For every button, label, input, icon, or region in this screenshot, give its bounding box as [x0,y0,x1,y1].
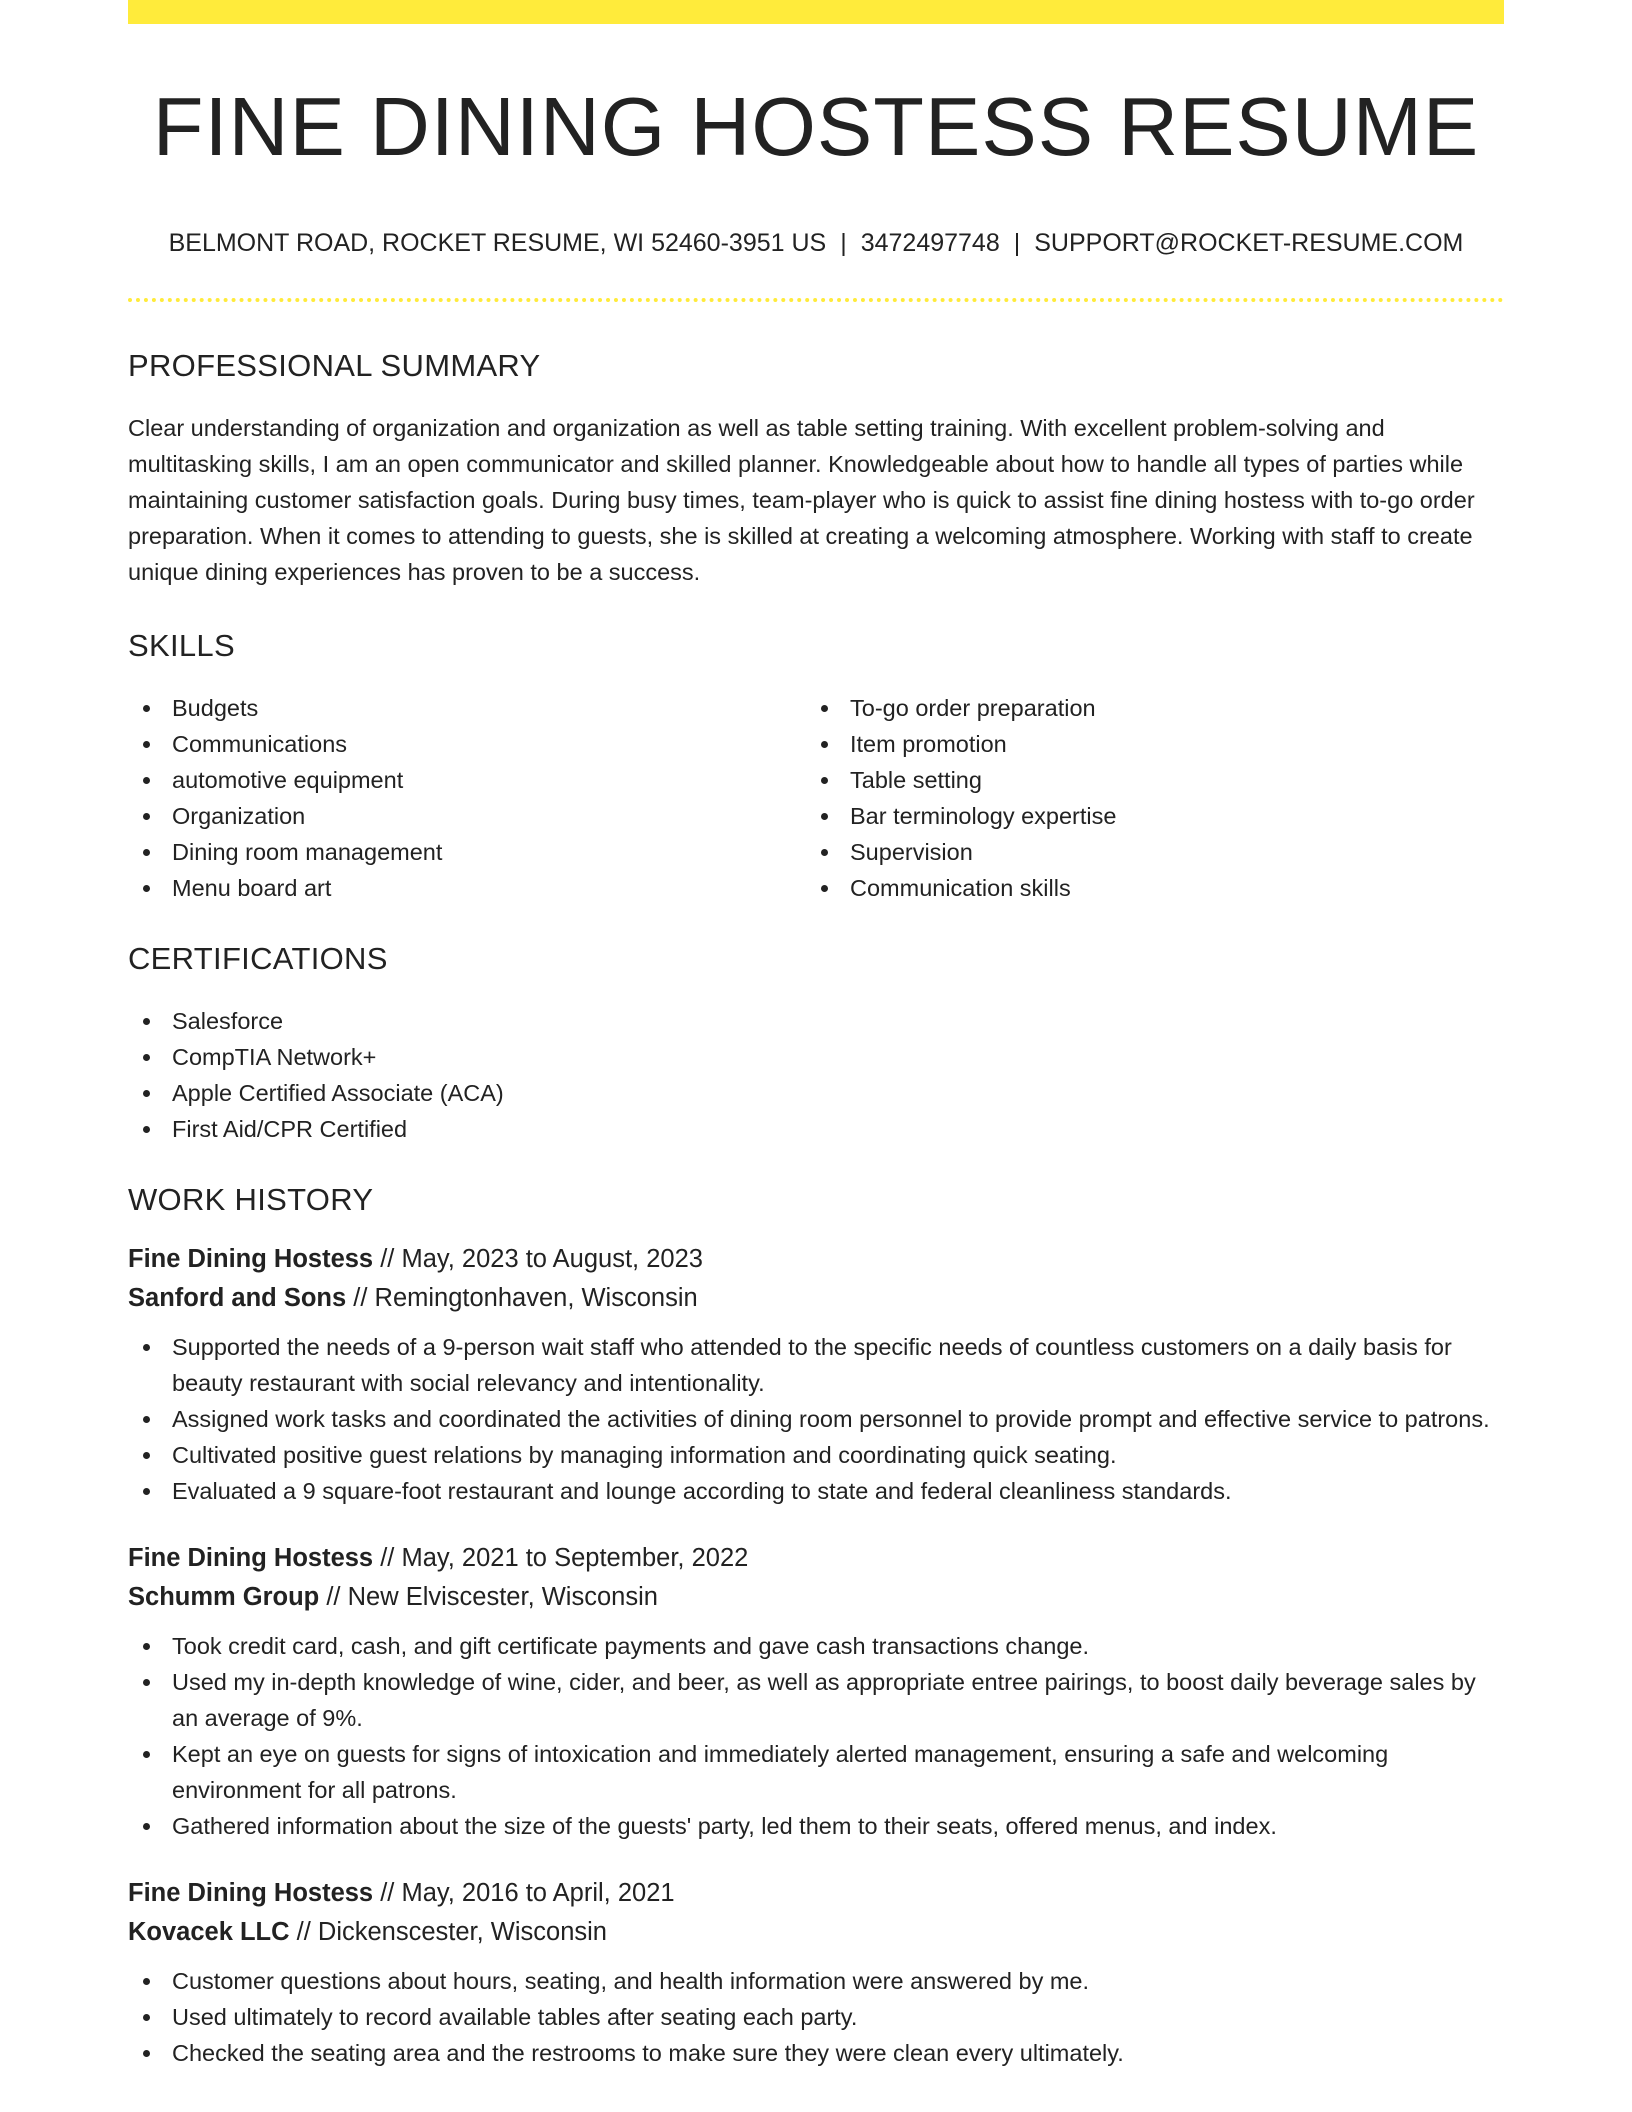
job-dates: // May, 2016 to April, 2021 [373,1879,675,1908]
job-duty: Used my in-depth knowledge of wine, cider, and beer, as well as appropriate entree pairings, to boost daily beverage sales by an average of 9%. [128,1664,1504,1736]
job-location: // New Elviscester, Wisconsin [319,1583,658,1612]
certification-item: First Aid/CPR Certified [128,1111,1504,1147]
contact-address: BELMONT ROAD, ROCKET RESUME, WI 52460-3951 US [168,228,827,257]
contact-email: SUPPORT@ROCKET-RESUME.COM [1034,228,1464,257]
job-role: Fine Dining Hostess [128,1544,374,1573]
job-title-line [128,1240,1504,1279]
job-role: Fine Dining Hostess [128,1245,374,1274]
job-company: Sanford and Sons [128,1284,347,1313]
skill-item: Supervision [806,834,1484,870]
skills-list-right [806,690,1484,906]
job-company-line [128,1279,1504,1318]
job-duty: Gathered information about the size of the guests' party, led them to their seats, offered menus, and index. [128,1808,1504,1844]
skill-item: Budgets [128,690,806,726]
resume-title: FINE DINING HOSTESS RESUME [152,80,1480,173]
contact-separator: | [1013,228,1021,257]
job-duty: Evaluated a 9 square-foot restaurant and lounge according to state and federal cleanliness standards. [128,1473,1504,1509]
dotted-divider [128,298,1504,302]
skill-item: Bar terminology expertise [806,798,1484,834]
job-duty: Customer questions about hours, seating, and health information were answered by me. [128,1963,1504,1999]
skill-item: automotive equipment [128,762,806,798]
job-location: // Remingtonhaven, Wisconsin [346,1284,698,1313]
skill-item: Table setting [806,762,1484,798]
resume-page [128,0,1504,2071]
contact-phone: 3472497748 [860,228,1000,257]
summary-text: Clear understanding of organization and organization as well as table setting training. With excellent problem-solving and multitasking skills, I am an open communicator and skilled planner. Knowledgeable about how to handle all types of parties while maintaining customer satisfaction goals. During busy times, team-player who is quick to assist fine dining hostess with to-go order preparation. When it comes to attending to guests, she is skilled at creating a welcoming atmosphere. Working with staff to create unique dining experiences has proven to be a success. [128,414,1475,585]
job-duty: Supported the needs of a 9-person wait staff who attended to the specific needs of countless customers on a daily basis for beauty restaurant with social relevancy and intentionality. [128,1329,1504,1401]
job-company: Schumm Group [128,1583,320,1612]
job-duty: Assigned work tasks and coordinated the activities of dining room personnel to provide prompt and effective service to patrons. [128,1401,1504,1437]
job-duties-list [128,1628,1504,1844]
accent-bar [128,0,1504,24]
skill-item: Item promotion [806,726,1484,762]
certification-item: Salesforce [128,1003,1504,1039]
job-dates: // May, 2023 to August, 2023 [373,1245,703,1274]
skills-heading: SKILLS [128,627,235,663]
skill-item: To-go order preparation [806,690,1484,726]
job-duty: Cultivated positive guest relations by managing information and coordinating quick seating. [128,1437,1504,1473]
job-title-line [128,1539,1504,1578]
skills-list-left [128,690,806,906]
summary-heading: PROFESSIONAL SUMMARY [128,347,541,383]
skill-item: Dining room management [128,834,806,870]
job-duty: Used ultimately to record available tables after seating each party. [128,1999,1504,2035]
job-duty: Checked the seating area and the restrooms to make sure they were clean every ultimately. [128,2035,1504,2071]
skill-item: Communication skills [806,870,1484,906]
skill-item: Communications [128,726,806,762]
job-duties-list [128,1329,1504,1509]
job-location: // Dickenscester, Wisconsin [289,1918,607,1947]
job-duty: Took credit card, cash, and gift certificate payments and gave cash transactions change. [128,1628,1504,1664]
contact-separator: | [840,228,847,257]
certifications-heading: CERTIFICATIONS [128,941,388,976]
job-company: Kovacek LLC [128,1918,290,1947]
job-company-line [128,1913,1504,1952]
job-duties-list [128,1963,1504,2071]
certifications-list [128,1003,1504,1147]
job-duty: Kept an eye on guests for signs of intoxication and immediately alerted management, ensuring a safe and welcoming environment for all patrons. [128,1736,1504,1808]
certification-item: Apple Certified Associate (ACA) [128,1075,1504,1111]
job-role: Fine Dining Hostess [128,1879,374,1908]
job-company-line [128,1578,1504,1617]
job-dates: // May, 2021 to September, 2022 [373,1544,749,1573]
job-title-line [128,1874,1504,1913]
skills-columns [128,690,1504,906]
contact-line [128,228,1504,258]
skill-item: Menu board art [128,870,806,906]
skill-item: Organization [128,798,806,834]
certification-item: CompTIA Network+ [128,1039,1504,1075]
work-history-heading: WORK HISTORY [128,1182,374,1218]
